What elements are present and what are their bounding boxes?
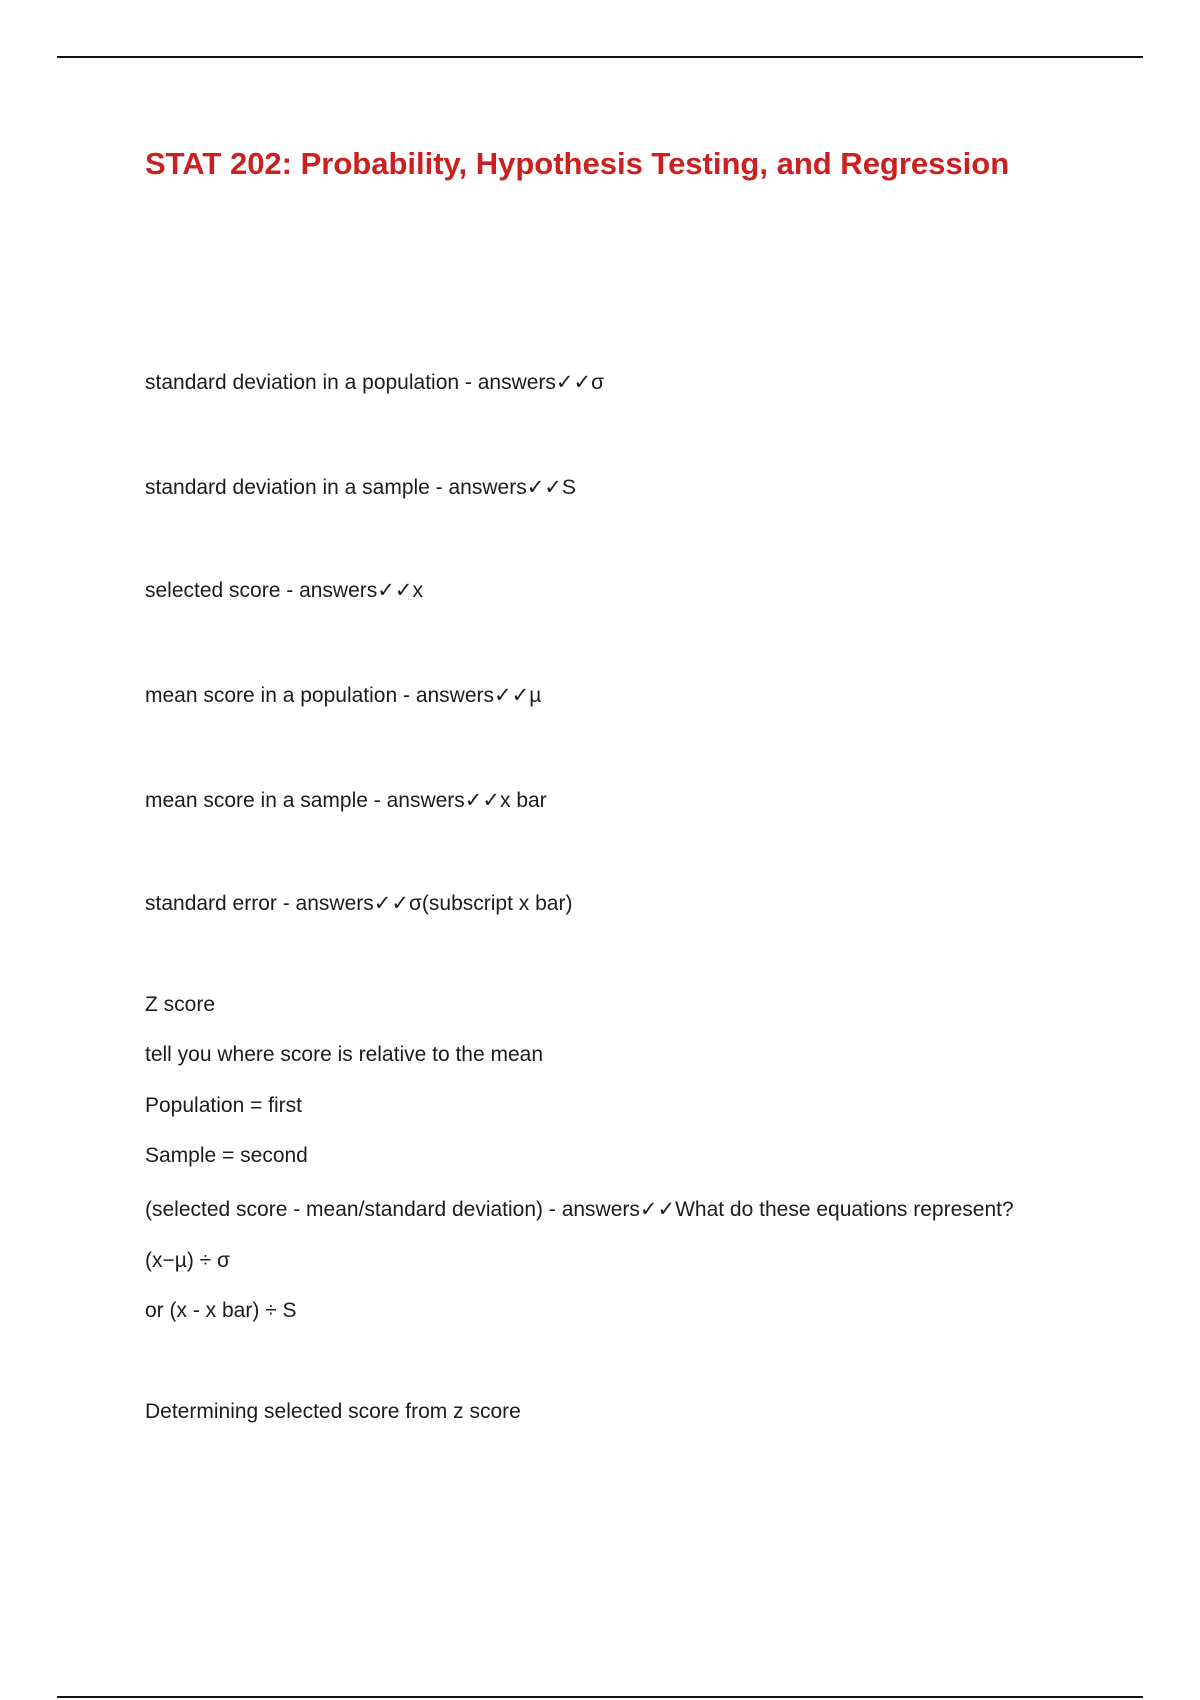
- document-title: STAT 202: Probability, Hypothesis Testing, and Regression: [145, 146, 1010, 181]
- line-sd-sample: standard deviation in a sample - answers✓✓S: [145, 476, 576, 499]
- line-equation-population: (x−µ) ÷ σ: [145, 1249, 231, 1272]
- line-standard-error: standard error - answers✓✓σ(subscript x bar): [145, 892, 573, 915]
- line-selected-score: selected score - answers✓✓x: [145, 579, 423, 602]
- line-mean-population: mean score in a population - answers✓✓µ: [145, 684, 542, 707]
- line-population-first: Population = first: [145, 1094, 303, 1117]
- line-determining-score: Determining selected score from z score: [145, 1400, 521, 1423]
- line-z-score-desc: tell you where score is relative to the mean: [145, 1043, 544, 1066]
- top-rule: [57, 56, 1143, 58]
- line-mean-sample: mean score in a sample - answers✓✓x bar: [145, 789, 547, 812]
- line-equation-sample: or (x - x bar) ÷ S: [145, 1299, 297, 1322]
- line-equations-question: (selected score - mean/standard deviation) - answers✓✓What do these equations represent?: [145, 1198, 1014, 1221]
- line-sample-second: Sample = second: [145, 1144, 308, 1167]
- line-sd-population: standard deviation in a population - answers✓✓σ: [145, 371, 605, 394]
- bottom-rule: [57, 1696, 1143, 1698]
- line-z-score: Z score: [145, 993, 216, 1016]
